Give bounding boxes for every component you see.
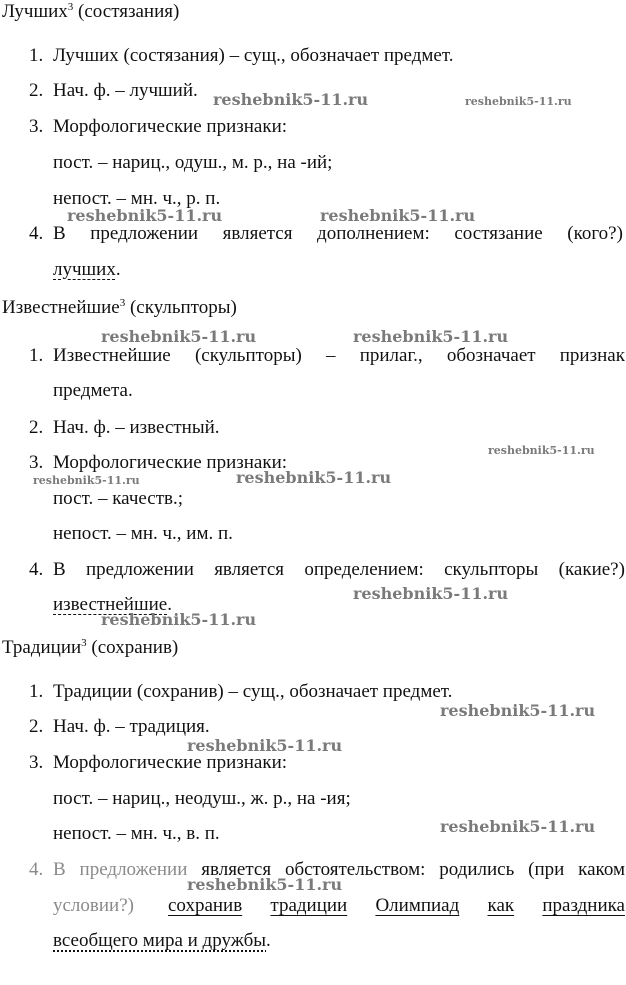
word: В <box>53 223 66 244</box>
word: родились <box>439 859 515 880</box>
word: предложении <box>90 223 199 244</box>
list-item-detail: пост. – нариц., одуш., м. р., на -ий; <box>53 152 333 173</box>
word: является <box>222 223 293 244</box>
word: определением: <box>304 559 424 580</box>
list-number: 2. <box>29 417 44 438</box>
list-item-continuation: известнейшие. <box>53 594 172 615</box>
word: (при <box>528 859 565 880</box>
underlined-phrase <box>168 895 625 917</box>
word: каком <box>578 859 625 880</box>
word: – <box>326 345 336 366</box>
word: состязание <box>454 223 543 244</box>
list-item-detail: непост. – мн. ч., в. п. <box>53 823 220 844</box>
watermark: reshebnik5-11.ru <box>187 736 343 755</box>
word: скульпторы <box>444 559 539 580</box>
word: сохранив <box>168 895 243 916</box>
watermark: reshebnik5-11.ru <box>187 875 343 894</box>
list-item: Традиции (сохранив) – сущ., обозначает предмет. <box>53 681 453 702</box>
section-heading: Лучших$^3$ (состязания) <box>2 1 180 22</box>
list-item: Лучших (состязания) – сущ., обозначает предмет. <box>53 45 454 66</box>
list-number: 4. <box>29 859 44 880</box>
list-item-continuation: лучших. <box>53 259 121 280</box>
word: Олимпиад <box>375 895 460 916</box>
list-item <box>53 345 625 367</box>
list-number: 1. <box>29 345 44 366</box>
word: как <box>487 895 515 916</box>
list-item-detail: непост. – мн. ч., им. п. <box>53 523 233 544</box>
word: (скульпторы) <box>194 345 302 366</box>
underlined-phrase: всеобщего мира и дружбы <box>53 930 267 951</box>
watermark: reshebnik5-11.ru <box>440 817 596 836</box>
list-number: 1. <box>29 45 44 66</box>
word: дополнением: <box>317 223 430 244</box>
list-number: 1. <box>29 681 44 702</box>
section-heading: Традиции$^3$ (сохранив) <box>2 637 179 658</box>
section-heading: Известнейшие$^3$ (скульпторы) <box>2 297 237 318</box>
list-number: 4. <box>29 223 44 244</box>
word: В <box>53 559 66 580</box>
list-item <box>53 223 623 245</box>
list-item: Морфологические признаки: <box>53 752 288 773</box>
list-item: Нач. ф. – лучший. <box>53 80 198 101</box>
word: (кого?) <box>567 223 623 244</box>
watermark: reshebnik5-11.ru <box>488 444 595 457</box>
watermark: reshebnik5-11.ru <box>353 327 509 346</box>
underlined-word: известнейшие <box>53 594 168 615</box>
list-number: 3. <box>29 752 44 773</box>
watermark: reshebnik5-11.ru <box>465 95 572 108</box>
word: В <box>53 859 66 880</box>
list-item: Морфологические признаки: <box>53 452 288 473</box>
list-item: Морфологические признаки: <box>53 116 288 137</box>
watermark: reshebnik5-11.ru <box>320 206 476 225</box>
word: является <box>214 559 285 580</box>
watermark: reshebnik5-11.ru <box>236 468 392 487</box>
list-item-continuation: предмета. <box>53 380 133 401</box>
list-number: 2. <box>29 716 44 737</box>
watermark: reshebnik5-11.ru <box>213 90 369 109</box>
list-item <box>53 559 625 581</box>
word: (какие?) <box>558 559 625 580</box>
list-item-detail: пост. – качеств.; <box>53 488 184 509</box>
watermark: reshebnik5-11.ru <box>101 327 257 346</box>
list-number: 3. <box>29 452 44 473</box>
list-item: Нач. ф. – известный. <box>53 417 220 438</box>
list-number: 2. <box>29 80 44 101</box>
word: признак <box>559 345 625 366</box>
word: обозначает <box>446 345 536 366</box>
list-item-continuation: всеобщего мира и дружбы. <box>53 930 271 951</box>
word: предложении <box>86 559 194 580</box>
list-item: Нач. ф. – традиция. <box>53 716 210 737</box>
word: традиции <box>270 895 348 916</box>
watermark: reshebnik5-11.ru <box>101 610 257 629</box>
list-item-continuation <box>53 895 625 917</box>
word: является <box>201 859 272 880</box>
question-word: условии?) <box>53 895 134 916</box>
list-item-detail: пост. – нариц., неодуш., ж. р., на -ия; <box>53 788 351 809</box>
watermark: reshebnik5-11.ru <box>353 584 509 603</box>
list-number: 3. <box>29 116 44 137</box>
word: предложении <box>79 859 188 880</box>
word: праздника <box>542 895 625 916</box>
watermark: reshebnik5-11.ru <box>33 474 140 487</box>
word: обстоятельством: <box>284 859 426 880</box>
underlined-word: лучших <box>53 259 116 280</box>
word: прилаг., <box>359 345 423 366</box>
list-item-detail: непост. – мн. ч., р. п. <box>53 188 221 209</box>
word: Известнейшие <box>53 345 171 366</box>
watermark: reshebnik5-11.ru <box>440 701 596 720</box>
watermark: reshebnik5-11.ru <box>67 206 223 225</box>
list-number: 4. <box>29 559 44 580</box>
